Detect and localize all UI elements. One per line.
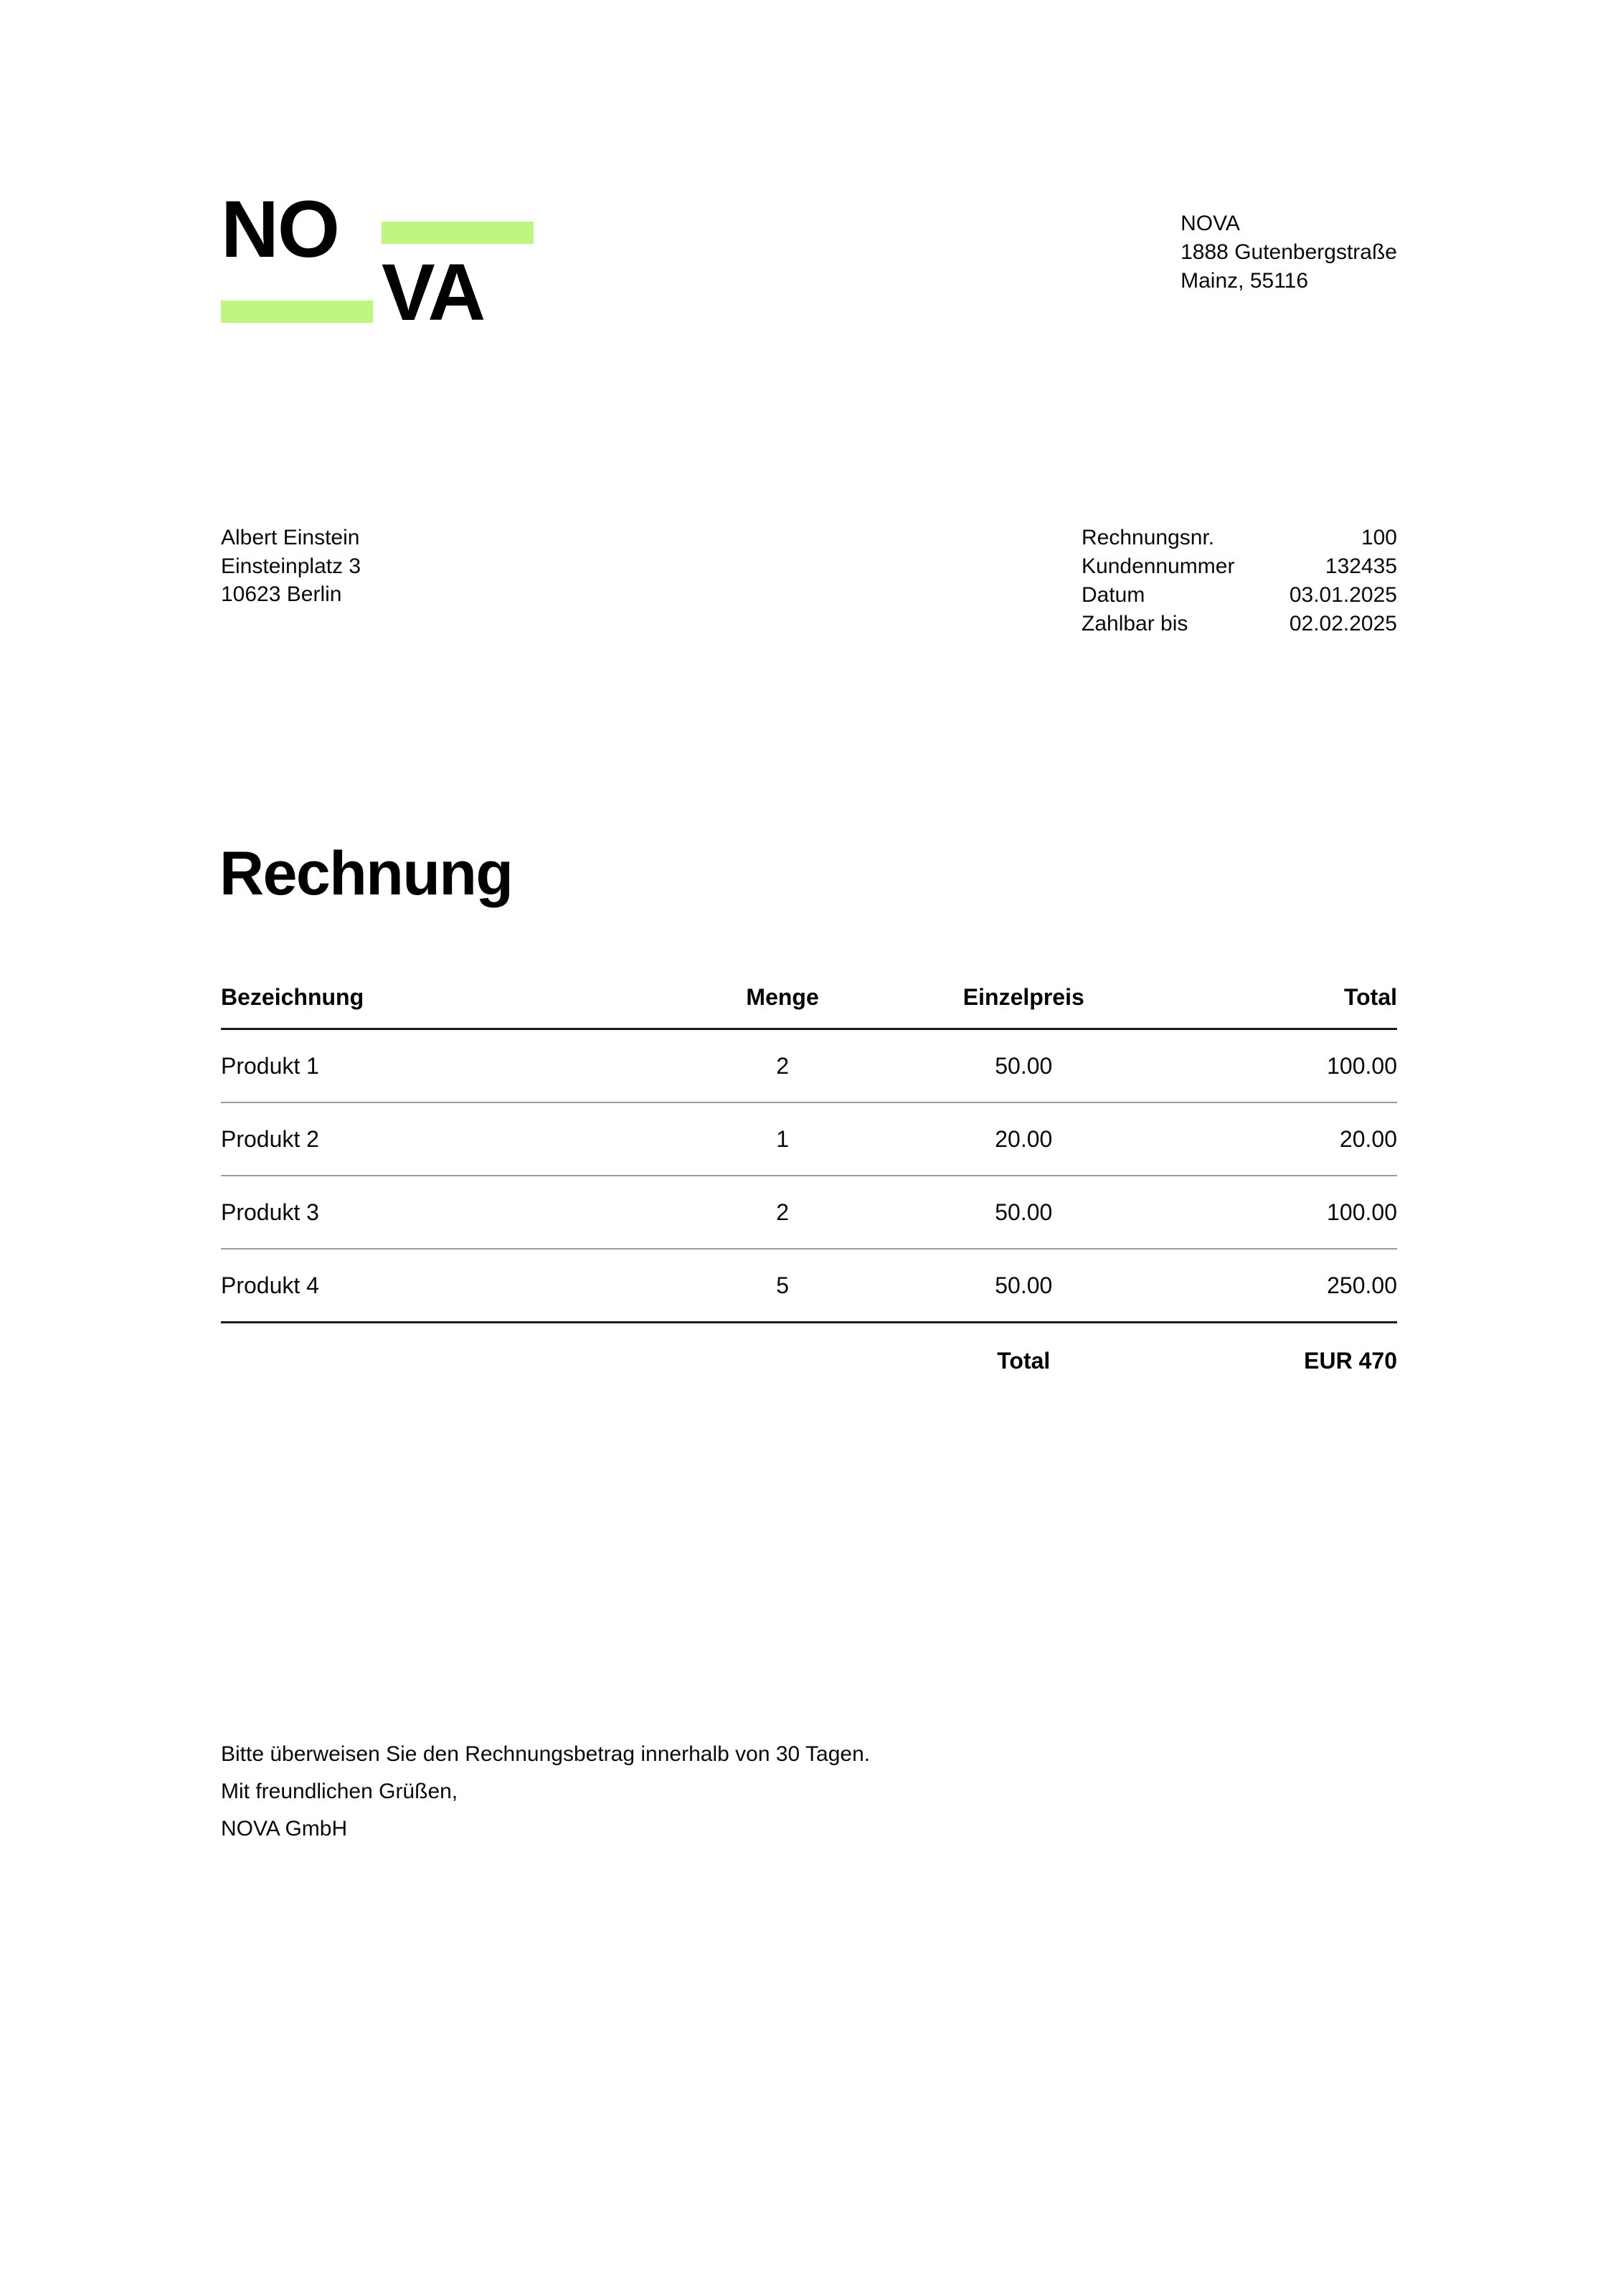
logo-text-no: NO (221, 184, 339, 274)
table-header-row (221, 984, 1397, 1029)
line-items-table-wrapper (221, 984, 1397, 1374)
cell-quantity: 2 (673, 1029, 891, 1103)
accent-bar-icon (382, 222, 534, 244)
invoice-footer (221, 1736, 870, 1848)
cell-unit-price: 50.00 (891, 1029, 1156, 1103)
cell-total: 100.00 (1156, 1176, 1397, 1249)
meta-label-date: Datum (1082, 582, 1145, 607)
table-head (221, 984, 1397, 1029)
table-row (221, 1029, 1397, 1103)
cell-total: 20.00 (1156, 1102, 1397, 1176)
footer-payment-terms: Bitte überweisen Sie den Rechnungsbetrag innerhalb von 30 Tagen. (221, 1742, 871, 1766)
table-body (221, 1029, 1397, 1323)
meta-row-invoice-number (1082, 524, 1397, 552)
meta-value-due-date: 02.02.2025 (1289, 611, 1397, 636)
line-items-table (221, 984, 1397, 1374)
recipient-address (221, 524, 361, 609)
logo-text-va: VA (382, 247, 485, 337)
meta-value-customer-number: 132435 (1325, 554, 1397, 578)
company-city-zip: Mainz, 55116 (1180, 268, 1309, 293)
company-street: 1888 Gutenbergstraße (1180, 240, 1397, 264)
meta-row-due-date (1082, 610, 1397, 638)
meta-value-date: 03.01.2025 (1289, 582, 1397, 607)
meta-label-customer-number: Kundennummer (1082, 554, 1235, 578)
summary-value: EUR 470 (1304, 1348, 1397, 1374)
cell-unit-price: 50.00 (891, 1249, 1156, 1323)
logo-cell-va (382, 247, 534, 337)
summary-spacer (221, 1323, 673, 1375)
cell-quantity: 2 (673, 1176, 891, 1249)
meta-row-customer-number (1082, 552, 1397, 581)
company-name: NOVA (1180, 212, 1240, 235)
cell-description: Produkt 3 (221, 1176, 673, 1249)
cell-total: 250.00 (1156, 1249, 1397, 1323)
footer-signature: NOVA GmbH (221, 1816, 348, 1841)
accent-bar-icon (221, 301, 373, 323)
page-title: Rechnung (219, 839, 513, 908)
company-address (1180, 201, 1397, 296)
invoice-header (221, 184, 1397, 337)
recipient-name: Albert Einstein (221, 526, 360, 549)
recipient-street: Einsteinplatz 3 (221, 554, 361, 578)
logo-accent-bar-bottom-left (221, 264, 373, 327)
cell-quantity: 1 (673, 1102, 891, 1176)
cell-total: 100.00 (1156, 1029, 1397, 1103)
meta-value-invoice-number: 100 (1361, 526, 1397, 549)
cell-unit-price: 50.00 (891, 1176, 1156, 1249)
summary-row (221, 1323, 1397, 1375)
cell-description: Produkt 2 (221, 1102, 673, 1176)
cell-quantity: 5 (673, 1249, 891, 1323)
table-foot (221, 1323, 1397, 1375)
recipient-city-zip: 10623 Berlin (221, 582, 342, 607)
table-row (221, 1249, 1397, 1323)
table-row (221, 1102, 1397, 1176)
meta-label-due-date: Zahlbar bis (1082, 611, 1188, 636)
table-row (221, 1176, 1397, 1249)
cell-description: Produkt 4 (221, 1249, 673, 1323)
cell-description: Produkt 1 (221, 1029, 673, 1103)
logo-cell-no (221, 184, 373, 274)
invoice-meta (1082, 524, 1397, 638)
meta-label-invoice-number: Rechnungsnr. (1082, 526, 1215, 549)
footer-closing: Mit freundlichen Grüßen, (221, 1779, 458, 1803)
column-header-quantity: Menge (746, 984, 819, 1010)
cell-unit-price: 20.00 (891, 1102, 1156, 1176)
column-header-description: Bezeichnung (221, 984, 364, 1010)
summary-spacer (673, 1323, 891, 1375)
column-header-total: Total (1343, 984, 1397, 1010)
summary-label: Total (997, 1348, 1051, 1374)
address-meta-block (221, 524, 1397, 638)
column-header-unit-price: Einzelpreis (962, 984, 1084, 1010)
meta-row-date (1082, 581, 1397, 610)
nova-logo (221, 184, 534, 337)
